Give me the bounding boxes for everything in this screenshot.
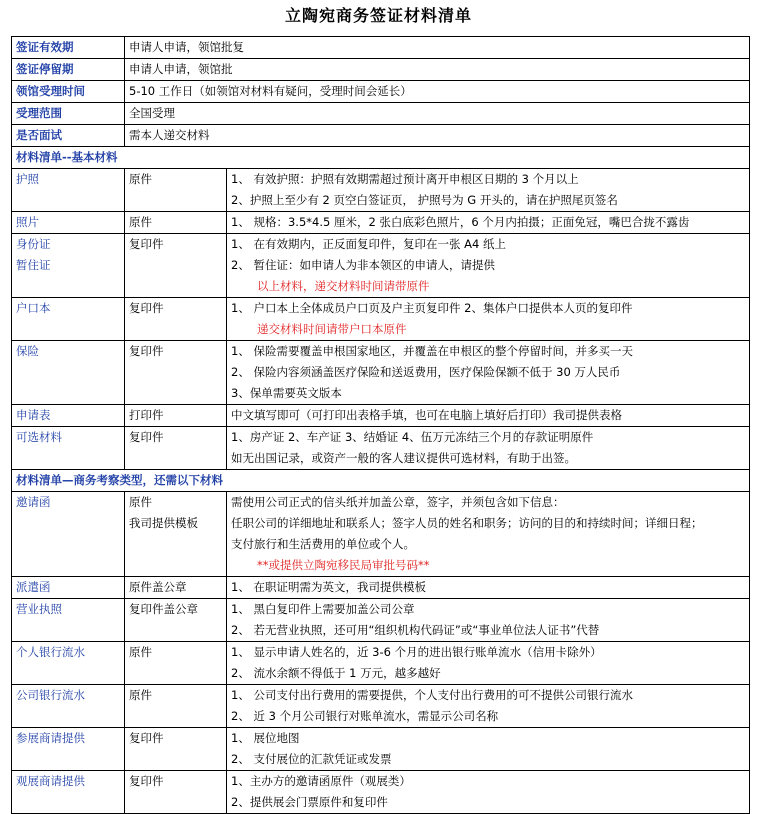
material-requirements bbox=[227, 169, 750, 212]
material-name-line: 可选材料 bbox=[16, 430, 62, 444]
material-row bbox=[12, 298, 750, 341]
material-type bbox=[125, 642, 227, 685]
material-name bbox=[12, 685, 125, 728]
material-name-line: 身份证 bbox=[16, 237, 51, 251]
material-type bbox=[125, 405, 227, 427]
material-row bbox=[12, 728, 750, 771]
material-row bbox=[12, 341, 750, 405]
material-type-line: 复印件 bbox=[129, 301, 164, 315]
material-name-line: 营业执照 bbox=[16, 602, 62, 616]
material-name bbox=[12, 577, 125, 599]
material-name bbox=[12, 599, 125, 642]
material-type-line: 原件 bbox=[129, 215, 152, 229]
material-type-line: 原件 bbox=[129, 645, 152, 659]
requirement-line: 1、 在职证明需为英文，我司提供模板 bbox=[231, 580, 426, 594]
requirement-line: 2、 保险内容须涵盖医疗保险和送返费用，医疗保险保额不低于 30 万人民币 bbox=[231, 365, 621, 379]
material-name-line: 暂住证 bbox=[16, 258, 51, 272]
info-value: 需本人递交材料 bbox=[125, 125, 750, 147]
requirement-line: 1、 展位地图 bbox=[231, 731, 300, 745]
material-requirements bbox=[227, 599, 750, 642]
material-name-line: 参展商请提供 bbox=[16, 731, 85, 745]
material-name bbox=[12, 405, 125, 427]
material-row bbox=[12, 577, 750, 599]
requirement-line: 2、 若无营业执照，还可用“组织机构代码证”或“事业单位法人证书”代替 bbox=[231, 623, 600, 637]
requirement-line: 3、保单需要英文版本 bbox=[231, 386, 342, 400]
requirement-line: 2、护照上至少有 2 页空白签证页， 护照号为 G 开头的，请在护照尾页签名 bbox=[231, 193, 618, 207]
material-requirements bbox=[227, 642, 750, 685]
material-name bbox=[12, 169, 125, 212]
material-requirements bbox=[227, 427, 750, 470]
material-type-line: 我司提供模板 bbox=[129, 516, 198, 530]
requirement-line: 1、 保险需要覆盖申根国家地区，并覆盖在申根区的整个停留时间，并多买一天 bbox=[231, 344, 633, 358]
info-row bbox=[12, 81, 750, 103]
material-type-line: 复印件 bbox=[129, 344, 164, 358]
material-row bbox=[12, 599, 750, 642]
material-type-line: 原件 bbox=[129, 495, 152, 509]
material-name bbox=[12, 728, 125, 771]
material-name-line: 户口本 bbox=[16, 301, 51, 315]
info-label: 签证有效期 bbox=[12, 37, 125, 59]
material-row bbox=[12, 212, 750, 234]
requirement-line: 1、 公司支付出行费用的需要提供，个人支付出行费用的可不提供公司银行流水 bbox=[231, 688, 633, 702]
section-business-title: 材料清单—商务考察类型，还需以下材料 bbox=[12, 470, 750, 492]
visa-materials-table bbox=[11, 36, 750, 814]
material-requirements bbox=[227, 212, 750, 234]
material-name bbox=[12, 341, 125, 405]
material-type bbox=[125, 599, 227, 642]
material-name bbox=[12, 212, 125, 234]
requirement-line: 1、 有效护照：护照有效期需超过预计离开申根区日期的 3 个月以上 bbox=[231, 172, 579, 186]
material-type-line: 复印件 bbox=[129, 430, 164, 444]
requirement-line: 1、 黑白复印件上需要加盖公司公章 bbox=[231, 602, 415, 616]
material-name-line: 邀请函 bbox=[16, 495, 51, 509]
info-value: 申请人申请，领馆批复 bbox=[125, 37, 750, 59]
material-type-line: 复印件盖公章 bbox=[129, 602, 198, 616]
info-value: 全国受理 bbox=[125, 103, 750, 125]
requirement-line: 1、 在有效期内，正反面复印件，复印在一张 A4 纸上 bbox=[231, 237, 506, 251]
requirement-line: 任职公司的详细地址和联系人；签字人员的姓名和职务；访问的目的和持续时间；详细日程； bbox=[231, 516, 703, 530]
info-row bbox=[12, 125, 750, 147]
material-row bbox=[12, 234, 750, 298]
requirement-line: 1、 户口本上全体成员户口页及户主页复印件 2、集体户口提供本人页的复印件 bbox=[231, 301, 633, 315]
material-type bbox=[125, 771, 227, 814]
material-type bbox=[125, 212, 227, 234]
material-requirements bbox=[227, 405, 750, 427]
requirement-line: 1、 显示申请人姓名的，近 3-6 个月的进出银行账单流水（信用卡除外） bbox=[231, 645, 602, 659]
material-type bbox=[125, 427, 227, 470]
material-name bbox=[12, 234, 125, 298]
material-row bbox=[12, 169, 750, 212]
material-requirements bbox=[227, 728, 750, 771]
material-type-line: 原件盖公章 bbox=[129, 580, 187, 594]
info-label: 签证停留期 bbox=[12, 59, 125, 81]
material-name-line: 照片 bbox=[16, 215, 39, 229]
material-requirements bbox=[227, 492, 750, 577]
material-name bbox=[12, 771, 125, 814]
material-name-line: 申请表 bbox=[16, 408, 51, 422]
material-type-line: 复印件 bbox=[129, 774, 164, 788]
material-name-line: 护照 bbox=[16, 172, 39, 186]
section-business bbox=[12, 470, 750, 492]
material-type-line: 原件 bbox=[129, 688, 152, 702]
material-name-line: 派遣函 bbox=[16, 580, 51, 594]
section-basic bbox=[12, 147, 750, 169]
requirement-line: 中文填写即可（可打印出表格手填，也可在电脑上填好后打印）我司提供表格 bbox=[231, 408, 622, 422]
requirement-line: 2、 流水余额不得低于 1 万元，越多越好 bbox=[231, 666, 441, 680]
material-type bbox=[125, 492, 227, 577]
info-value: 5-10 工作日（如领馆对材料有疑问，受理时间会延长） bbox=[125, 81, 750, 103]
requirement-line: 1、主办方的邀请函原件（观展类） bbox=[231, 774, 411, 788]
material-type bbox=[125, 298, 227, 341]
material-row bbox=[12, 771, 750, 814]
section-basic-title: 材料清单--基本材料 bbox=[12, 147, 750, 169]
material-requirements bbox=[227, 771, 750, 814]
material-row bbox=[12, 405, 750, 427]
material-row bbox=[12, 427, 750, 470]
material-name-line: 观展商请提供 bbox=[16, 774, 85, 788]
material-type-line: 原件 bbox=[129, 172, 152, 186]
material-type bbox=[125, 341, 227, 405]
page-title: 立陶宛商务签证材料清单 bbox=[284, 6, 472, 25]
requirement-line: 2、 暂住证：如申请人为非本领区的申请人，请提供 bbox=[231, 258, 495, 272]
material-type-line: 复印件 bbox=[129, 731, 164, 745]
requirement-line: 2、 近 3 个月公司银行对账单流水，需显示公司名称 bbox=[231, 709, 499, 723]
material-name-line: 保险 bbox=[16, 344, 39, 358]
material-requirements bbox=[227, 341, 750, 405]
material-type bbox=[125, 169, 227, 212]
info-label: 领馆受理时间 bbox=[12, 81, 125, 103]
material-type bbox=[125, 234, 227, 298]
requirement-note-red: **或提供立陶宛移民局审批号码** bbox=[257, 558, 430, 572]
requirement-line: 需使用公司正式的信头纸并加盖公章，签字，并须包含如下信息： bbox=[231, 495, 565, 509]
material-requirements bbox=[227, 577, 750, 599]
material-requirements bbox=[227, 234, 750, 298]
material-type-line: 复印件 bbox=[129, 237, 164, 251]
material-name-line: 公司银行流水 bbox=[16, 688, 85, 702]
material-type bbox=[125, 685, 227, 728]
material-row bbox=[12, 685, 750, 728]
requirement-note-red: 以上材料，递交材料时间请带原件 bbox=[257, 279, 430, 293]
material-row bbox=[12, 642, 750, 685]
requirement-note-red: 递交材料时间请带户口本原件 bbox=[257, 322, 407, 336]
requirement-line: 如无出国记录，或资产一般的客人建议提供可选材料，有助于出签。 bbox=[231, 451, 576, 465]
requirement-line: 支付旅行和生活费用的单位或个人。 bbox=[231, 537, 415, 551]
material-name bbox=[12, 298, 125, 341]
requirement-line: 1、房产证 2、车产证 3、结婚证 4、伍万元冻结三个月的存款证明原件 bbox=[231, 430, 594, 444]
material-requirements bbox=[227, 685, 750, 728]
requirement-line: 2、 支付展位的汇款凭证或发票 bbox=[231, 752, 392, 766]
material-name-line: 个人银行流水 bbox=[16, 645, 85, 659]
material-name bbox=[12, 492, 125, 577]
info-value: 申请人申请，领馆批 bbox=[125, 59, 750, 81]
material-type bbox=[125, 577, 227, 599]
material-requirements bbox=[227, 298, 750, 341]
info-label: 受理范围 bbox=[12, 103, 125, 125]
material-name bbox=[12, 642, 125, 685]
requirement-line: 2、提供展会门票原件和复印件 bbox=[231, 795, 388, 809]
requirement-line: 1、 规格：3.5*4.5 厘米，2 张白底彩色照片，6 个月内拍摄；正面免冠，嘴巴合拢不露齿 bbox=[231, 215, 690, 229]
material-name bbox=[12, 427, 125, 470]
material-type-line: 打印件 bbox=[129, 408, 164, 422]
info-row bbox=[12, 59, 750, 81]
info-row bbox=[12, 37, 750, 59]
info-label: 是否面试 bbox=[12, 125, 125, 147]
info-row bbox=[12, 103, 750, 125]
material-row bbox=[12, 492, 750, 577]
material-type bbox=[125, 728, 227, 771]
